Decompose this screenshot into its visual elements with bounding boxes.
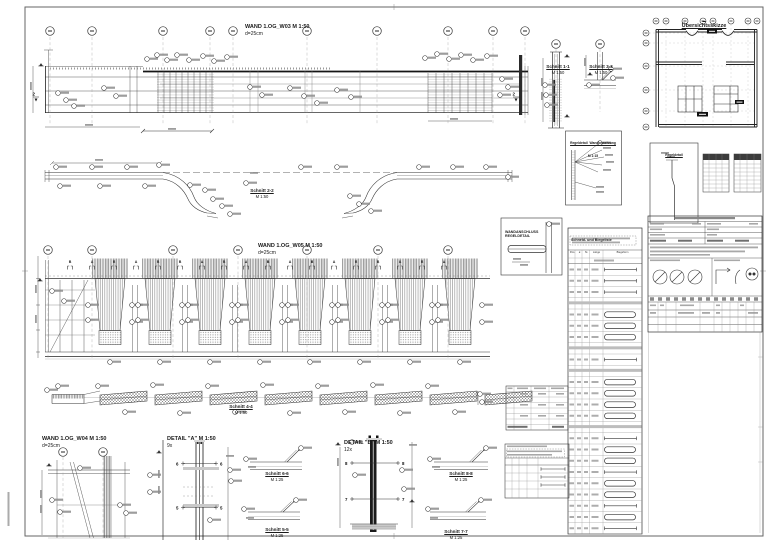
uebersicht-title: Übersichtsskizze <box>681 22 727 29</box>
svg-text:A: A <box>200 260 204 264</box>
steel-list-title: Schneid- und Biegeliste <box>571 237 612 242</box>
schnitt-6-6-label: Schnitt 6-6 M 1:25 <box>265 471 289 482</box>
schnitt-4-4-label: Schnitt 4-4 M 1:50 <box>229 404 253 415</box>
svg-text:A: A <box>288 260 292 264</box>
svg-text:A: A <box>134 260 138 264</box>
margin-plot-note <box>8 492 10 526</box>
svg-text:2: 2 <box>32 91 35 97</box>
svg-text:6: 6 <box>176 461 179 467</box>
svg-text:B: B <box>68 260 72 264</box>
w05-elevation <box>36 256 490 359</box>
svg-text:2: 2 <box>512 91 515 97</box>
svg-text:B: B <box>354 260 358 264</box>
svg-text:A: A <box>332 260 336 264</box>
schnitt-7-7-label: Schnitt 7-7 M 1:25 <box>444 529 468 540</box>
title-block <box>648 216 762 533</box>
svg-text:8: 8 <box>402 461 405 466</box>
bending-tables <box>703 154 761 192</box>
svg-text:A: A <box>90 260 94 264</box>
uebersicht-plan <box>649 24 757 127</box>
regeldetail-title: Regeldetail Wandbewehrung M 1:15 <box>570 141 616 158</box>
cut-mark-2-left <box>33 92 40 102</box>
svg-text:B: B <box>266 260 270 264</box>
w05-title: WAND 1.OG_W05 M 1:50 d=25cm <box>258 242 323 256</box>
svg-text:5: 5 <box>176 505 179 511</box>
schnitt-1-1-label: Schnitt 1-1 M 1:50 <box>546 64 570 75</box>
svg-text:A: A <box>244 260 248 264</box>
svg-text:A: A <box>398 260 402 264</box>
svg-text:7: 7 <box>345 497 348 502</box>
highlight-chips <box>697 29 744 117</box>
svg-text:B: B <box>222 260 226 264</box>
w03-title: WAND 1.OG_W03 M 1:50 d=25cm <box>245 23 310 37</box>
svg-text:B: B <box>112 260 116 264</box>
cut-mark-2-right <box>513 92 520 102</box>
steel-list-columns: Pos. ø St. Länge Biegeform <box>569 251 629 254</box>
svg-text:B: B <box>310 260 314 264</box>
svg-text:B: B <box>156 260 160 264</box>
second-list-table <box>505 444 569 498</box>
svg-text:7: 7 <box>402 497 405 502</box>
schnitt-4-4-drawing <box>52 391 532 405</box>
steel-list-table <box>568 228 642 534</box>
svg-text:8: 8 <box>345 461 348 466</box>
detail-a-title: DETAIL "A" M 1:50 9x <box>167 435 216 449</box>
svg-text:B: B <box>178 260 182 264</box>
schnitt-2-2-label: Schnitt 2-2 M 1:50 <box>250 188 274 199</box>
svg-text:A: A <box>442 260 446 264</box>
svg-text:B: B <box>420 260 424 264</box>
schnitt-5-5-label: Schnitt 5-5 M 1:25 <box>265 527 289 538</box>
w04-title: WAND 1.OG_W04 M 1:50 d=25cm <box>42 435 107 449</box>
schnitt-8-8-label: Schnitt 8-8 M 1:25 <box>449 471 473 482</box>
schnitt-3-3-label: Schnitt 3-3 M 1:50 <box>589 64 613 75</box>
svg-text:B: B <box>376 260 380 264</box>
svg-text:6: 6 <box>220 461 223 467</box>
detail-b-title: DETAIL "B" M 1:50 12x <box>344 439 393 453</box>
regeldetail2-title: Regeldetail <box>665 153 683 158</box>
svg-text:5: 5 <box>220 505 223 511</box>
schnitt-2-2-drawing <box>45 161 512 218</box>
wandanschluss-title: WANDANSCHLUSS REGELDETAIL <box>505 229 539 239</box>
w03-elevation <box>33 50 529 133</box>
